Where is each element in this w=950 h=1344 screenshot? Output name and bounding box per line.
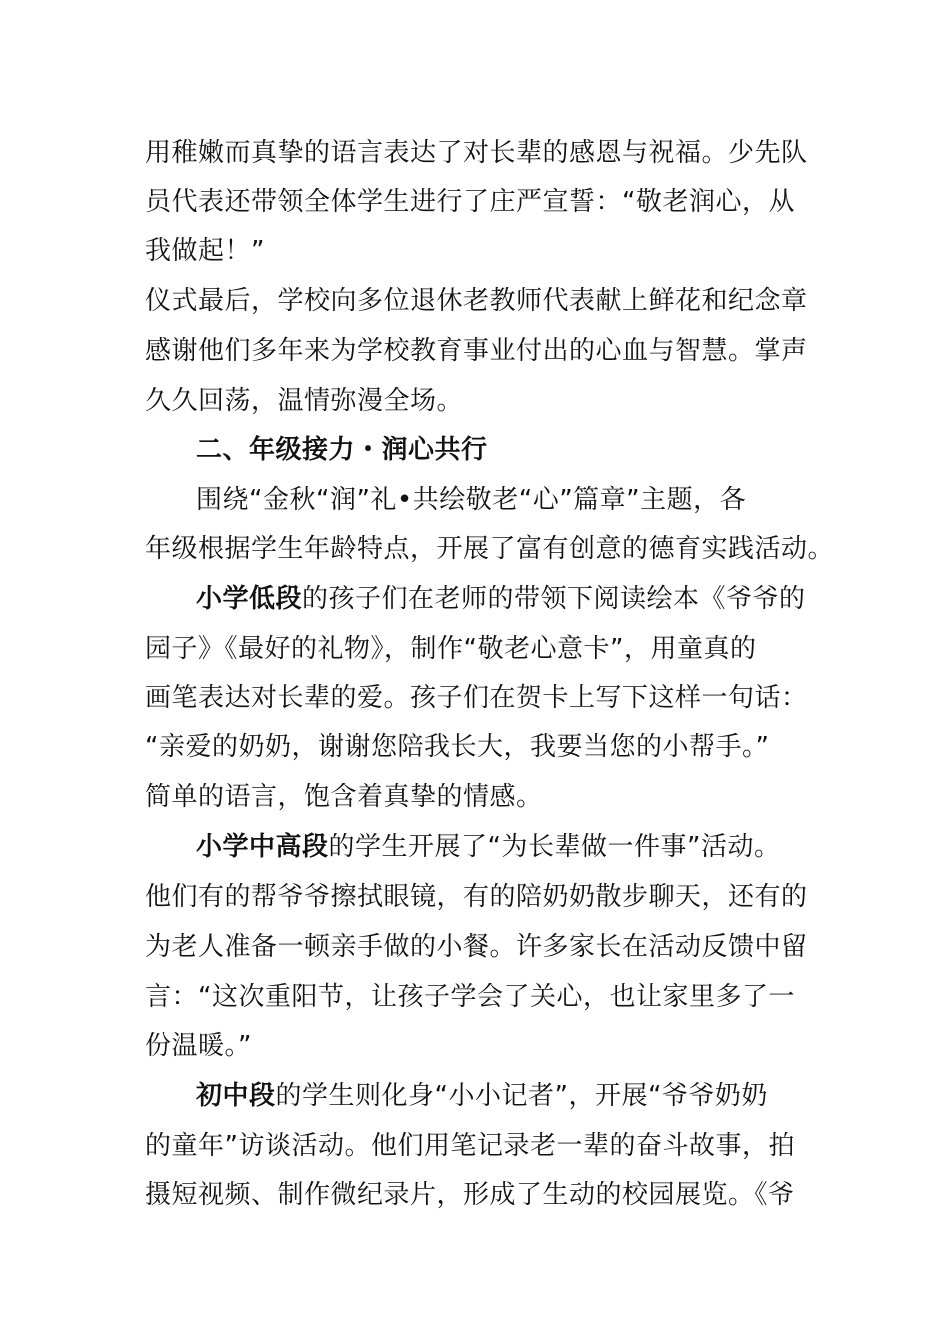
paragraph-text: 的孩子们在老师的带领下阅读绘本《爷爷的 — [302, 584, 806, 614]
paragraph-line: 我做起！” — [145, 236, 265, 266]
bold-lead-text: 小学中高段 — [196, 832, 329, 862]
paragraph-line: 久久回荡，温情弥漫全场。 — [145, 386, 464, 416]
paragraph-line: 画笔表达对长辈的爱。孩子们在贺卡上写下这样一句话： — [145, 683, 808, 713]
paragraph-line: 年级根据学生年龄特点，开展了富有创意的德育实践活动。 — [145, 534, 835, 564]
paragraph-line: 为老人准备一顿亲手做的小餐。许多家长在活动反馈中留 — [145, 932, 808, 962]
paragraph-line: 用稚嫩而真挚的语言表达了对长辈的感恩与祝福。少先队 — [145, 138, 808, 168]
paragraph-line: 摄短视频、制作微纪录片，形成了生动的校园展览。《爷 — [145, 1180, 795, 1210]
bold-lead-text: 初中段 — [196, 1081, 276, 1111]
paragraph-first-line — [196, 574, 816, 624]
paragraph-first-line — [196, 1071, 816, 1121]
paragraph-line: 园子》《最好的礼物》，制作“敬老心意卡”，用童真的 — [145, 634, 757, 664]
paragraph-first-line — [196, 822, 816, 872]
paragraph-line: 的童年”访谈活动。他们用笔记录老一辈的奋斗故事，拍 — [145, 1131, 795, 1161]
paragraph-line: 仪式最后，学校向多位退休老教师代表献上鲜花和纪念章 — [145, 286, 808, 316]
paragraph-line: 围绕“金秋“润”礼•共绘敬老“心”篇章”主题，各 — [196, 485, 747, 515]
paragraph-line: 他们有的帮爷爷擦拭眼镜，有的陪奶奶散步聊天，还有的 — [145, 882, 808, 912]
paragraph-line: “亲爱的奶奶，谢谢您陪我长大，我要当您的小帮手。” — [145, 732, 770, 762]
paragraph-text: 的学生则化身“小小记者”，开展“爷爷奶奶 — [275, 1081, 768, 1111]
bold-lead-text: 小学低段 — [196, 584, 303, 614]
paragraph-line: 言：“这次重阳节，让孩子学会了关心，也让家里多了一 — [145, 982, 795, 1012]
paragraph-line: 感谢他们多年来为学校教育事业付出的心血与智慧。掌声 — [145, 336, 808, 366]
paragraph-text: 的学生开展了“为长辈做一件事”活动。 — [328, 832, 781, 862]
paragraph-line: 简单的语言，饱含着真挚的情感。 — [145, 782, 543, 812]
paragraph-line: 份温暖。” — [145, 1031, 252, 1061]
section-heading: 二、年级接力・润心共行 — [196, 435, 488, 465]
paragraph-line: 员代表还带领全体学生进行了庄严宣誓：“敬老润心，从 — [145, 187, 795, 217]
